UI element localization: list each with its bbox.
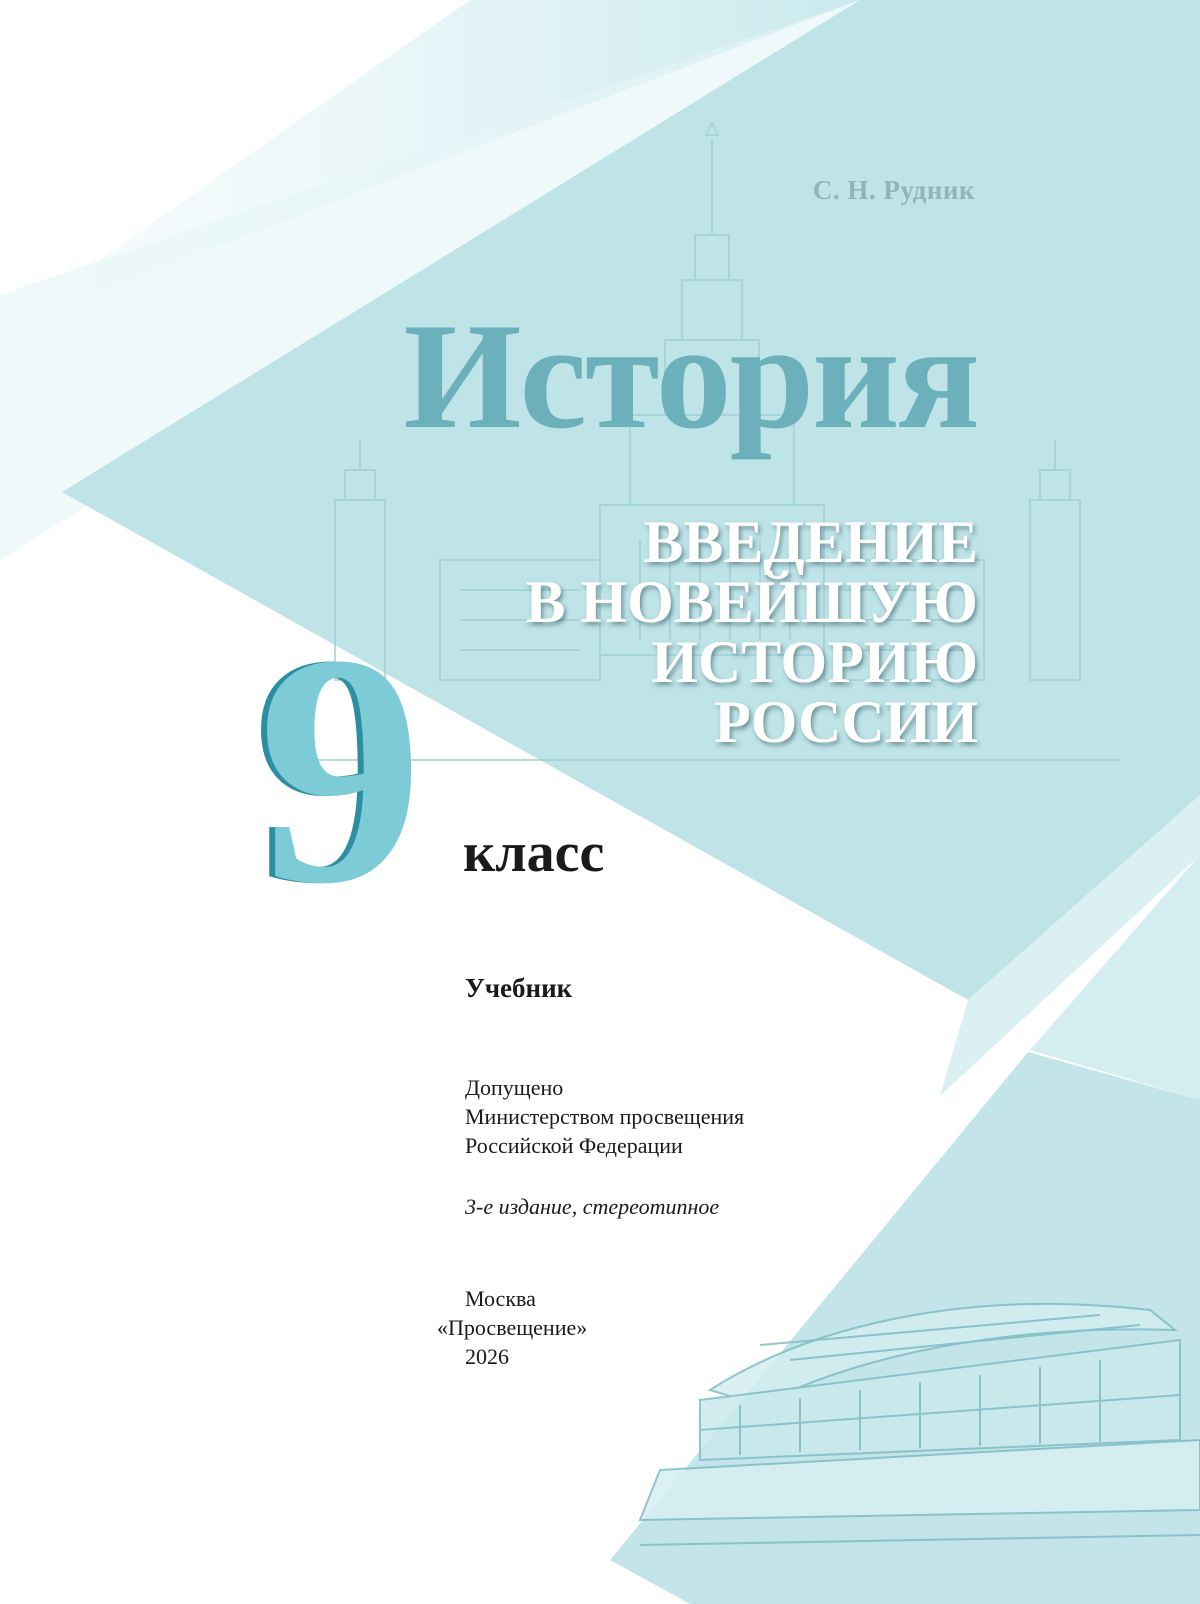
grade-label: класс <box>463 822 605 884</box>
book-title: История <box>403 292 978 460</box>
author-name: С. Н. Рудник <box>812 175 975 205</box>
subtitle-line: РОССИИ <box>714 689 978 755</box>
subtitle-line: ВВЕДЕНИЕ <box>643 509 978 575</box>
edition-note: 3-е издание, стереотипное <box>465 1194 720 1219</box>
subtitle-line: В НОВЕЙШУЮ <box>525 569 978 635</box>
subtitle-line: ИСТОРИЮ <box>651 629 978 695</box>
book-type: Учебник <box>465 973 573 1003</box>
imprint-city: Москва <box>465 1286 536 1311</box>
book-subtitle <box>418 509 978 755</box>
imprint-year: 2026 <box>465 1344 509 1369</box>
approval-line: Российской Федерации <box>465 1133 683 1158</box>
grade-number: 9 <box>258 587 423 952</box>
approval-note <box>465 1073 744 1160</box>
imprint-publisher: «Просвещение» <box>437 1315 588 1340</box>
approval-line: Министерством просвещения <box>465 1104 745 1129</box>
approval-line: Допущено <box>465 1075 564 1100</box>
